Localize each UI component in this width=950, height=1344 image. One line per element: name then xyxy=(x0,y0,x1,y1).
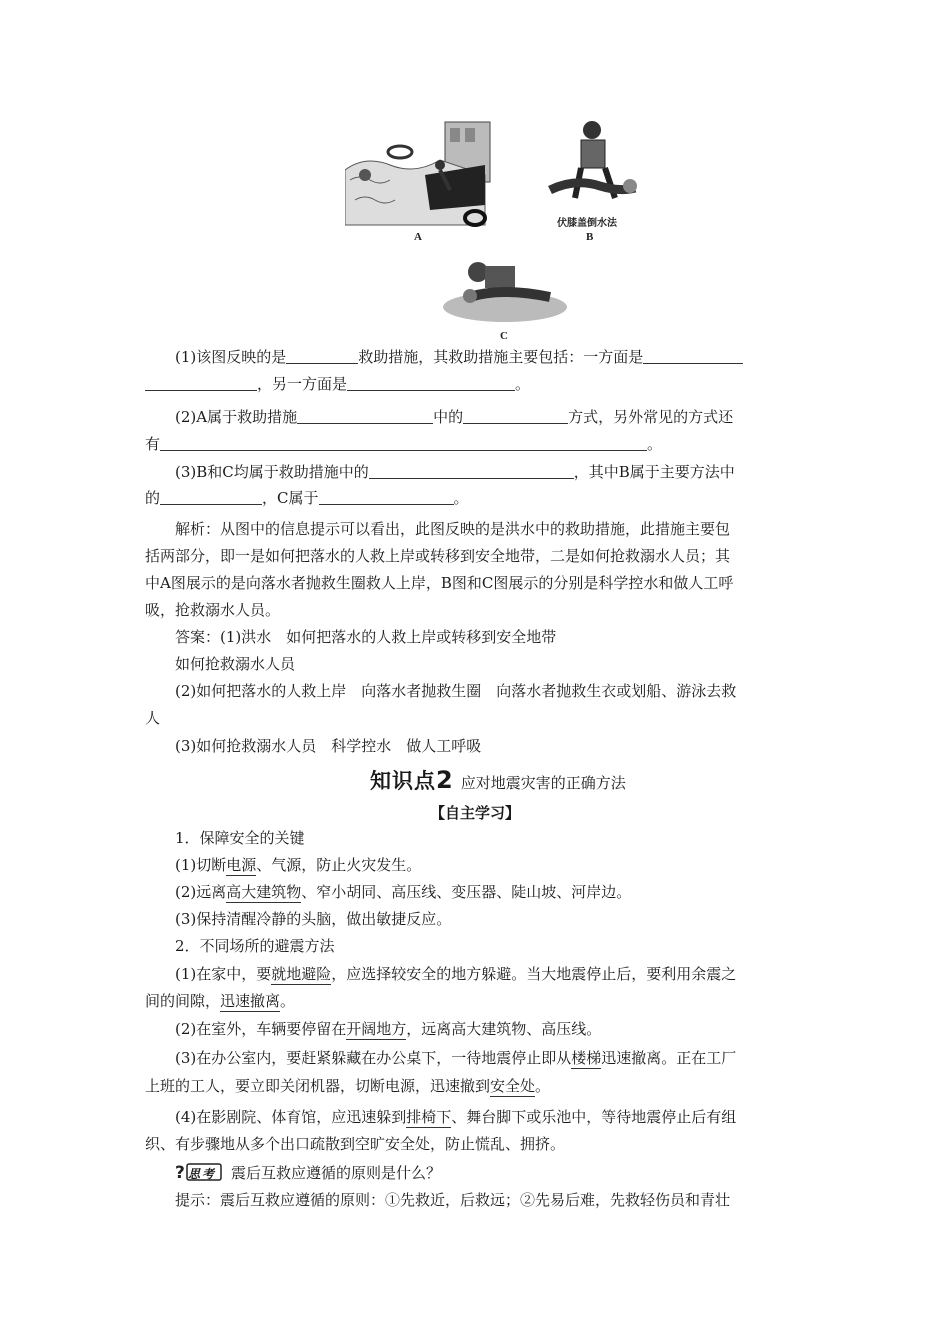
answer-blank[interactable] xyxy=(297,409,433,424)
list-item: (3)保持清醒冷静的头脑，做出敏捷反应。 xyxy=(175,910,452,928)
question-2-line-1: (2)A属于救助措施 中的 方式，另外常见的方式还 xyxy=(175,408,734,426)
knowledge-point-subtitle: 应对地震灾害的正确方法 xyxy=(460,774,626,792)
list-item: (2)远离高大建筑物、窄小胡同、高压线、变压器、陡山坡、河岸边。 xyxy=(175,883,632,901)
list-item: (1)在家中，要就地避险，应选择较安全的地方躲避。当大地震停止后，要利用余震之 xyxy=(175,965,737,983)
answer-line: 人 xyxy=(145,709,161,727)
think-badge: 思考 xyxy=(188,1167,217,1181)
figure-label-c: C xyxy=(500,330,508,342)
list-item: (1)切断电源、气源，防止火灾发生。 xyxy=(175,856,422,874)
analysis-line: 解析：从图中的信息提示可以看出，此图反映的是洪水中的救助措施，此措施主要包 xyxy=(175,520,731,538)
figure-b-caption: 伏膝盖倒水法 xyxy=(557,218,617,229)
key-term: 迅速撤离 xyxy=(220,992,281,1010)
question-2-line-2: 有 。 xyxy=(145,435,663,453)
list-item: (2)在室外，车辆要停留在开阔地方，远离高大建筑物、高压线。 xyxy=(175,1020,602,1038)
answer-blank[interactable] xyxy=(463,409,568,424)
list-item-continued: 上班的工人，要立即关闭机器，切断电源，迅速撤到安全处。 xyxy=(145,1077,551,1095)
answer-line: (2)如何把落水的人救上岸 向落水者抛救生圈 向落水者抛救生衣或划船、游泳去救 xyxy=(175,682,737,700)
key-term: 开阔地方 xyxy=(346,1020,407,1038)
list-item-continued: 间的间隙，迅速撤离。 xyxy=(145,992,296,1010)
list-item: (3)在办公室内，要赶紧躲藏在办公桌下，一待地震停止即从楼梯迅速撤离。正在工厂 xyxy=(175,1049,737,1067)
answer-blank[interactable] xyxy=(319,490,454,505)
answer-blank[interactable] xyxy=(369,464,574,479)
answer-line: 如何抢救溺水人员 xyxy=(175,655,296,673)
self-study-heading: 【自主学习】 xyxy=(429,804,520,822)
key-term: 电源 xyxy=(226,856,257,874)
list-item-continued: 织、有步骤地从多个出口疏散到空旷安全处，防止慌乱、拥挤。 xyxy=(145,1135,566,1153)
think-hint: 提示：震后互救应遵循的原则：①先救近，后救远；②先易后难，先救轻伤员和青壮 xyxy=(175,1191,731,1209)
figure-c-artificial-respiration xyxy=(440,252,570,324)
key-term: 楼梯 xyxy=(571,1049,602,1067)
knowledge-point-label: 知识点 xyxy=(370,769,436,793)
section-title: 1．保障安全的关键 xyxy=(175,829,305,847)
knowledge-point-heading xyxy=(370,765,626,795)
think-question: ? 思考 震后互救应遵循的原则是什么？ xyxy=(175,1163,441,1186)
question-3-line-2: 的 ，C属于 。 xyxy=(145,489,469,507)
answer-blank[interactable] xyxy=(160,436,647,451)
section-title: 2．不同场所的避震方法 xyxy=(175,937,335,955)
question-1-line-2: ，另一方面是 。 xyxy=(145,374,530,394)
answer-blank[interactable] xyxy=(347,376,515,391)
knowledge-point-number: 2 xyxy=(436,766,453,794)
answer-blank[interactable] xyxy=(145,376,257,391)
key-term: 安全处 xyxy=(490,1077,536,1095)
analysis-line: 括两部分，即一是如何把落水的人救上岸或转移到安全地带，二是如何抢救溺水人员；其 xyxy=(145,547,731,565)
answer-blank[interactable] xyxy=(160,490,262,505)
svg-text:?: ? xyxy=(175,1163,185,1181)
key-term: 高大建筑物 xyxy=(226,883,302,901)
answer-blank[interactable] xyxy=(643,349,743,364)
key-term: 就地避险 xyxy=(271,965,332,983)
analysis-line: 吸，抢救溺水人员。 xyxy=(145,601,281,619)
figure-label-b: B xyxy=(586,231,594,243)
key-term: 排椅下 xyxy=(406,1108,452,1126)
list-item: (4)在影剧院、体育馆，应迅速躲到排椅下、舞台脚下或乐池中，等待地震停止后有组 xyxy=(175,1108,737,1126)
answer-line: 答案：(1)洪水 如何把落水的人救上岸或转移到安全地带 xyxy=(175,628,557,646)
analysis-line: 中A图展示的是向落水者抛救生圈救人上岸，B图和C图展示的分别是科学控水和做人工呼 xyxy=(145,574,734,592)
figure-label-a: A xyxy=(414,231,422,243)
question-1-line-1: (1)该图反映的是 救助措施，其救助措施主要包括：一方面是 xyxy=(175,347,743,367)
answer-line: (3)如何抢救溺水人员 科学控水 做人工呼吸 xyxy=(175,737,482,755)
figure-b-knee-drain xyxy=(545,118,640,213)
figure-a-lifebuoy-rescue xyxy=(345,120,495,230)
question-3-line-1: (3)B和C均属于救助措施中的 ，其中B属于主要方法中 xyxy=(175,463,735,481)
answer-blank[interactable] xyxy=(286,349,358,364)
